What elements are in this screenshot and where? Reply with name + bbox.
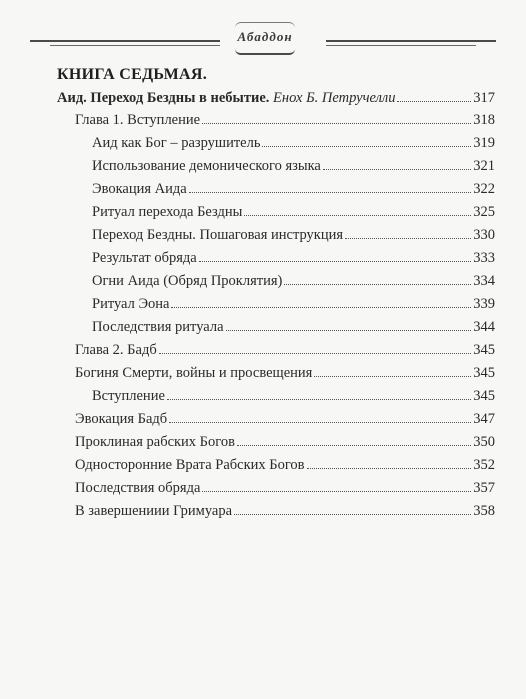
header-rule-right [326,40,496,42]
toc-entry-page: 319 [473,135,495,151]
toc-entry-label: Односторонние Врата Рабских Богов [75,457,305,473]
toc-leader-dots [237,445,471,446]
toc-entry[interactable] [75,501,495,521]
header-rule-right-thin [326,45,476,46]
toc-entry-label: Последствия ритуала [92,319,224,335]
toc-leader-dots [202,123,471,124]
toc-leader-dots [323,169,471,170]
toc-entry-page: 352 [473,457,495,473]
toc-entry-page: 350 [473,434,495,450]
toc-leader-dots [189,192,472,193]
toc-entry[interactable] [92,317,495,337]
toc-entry-page: 339 [473,296,495,312]
toc-entry-page: 317 [473,90,495,106]
toc-entry-page: 318 [473,112,495,128]
toc-entry[interactable] [75,478,495,498]
toc-leader-dots [345,238,471,239]
header-rule-left [30,40,220,42]
toc-entry-label: Богиня Смерти, войны и просвещения [75,365,313,381]
toc-entry[interactable] [92,271,495,291]
toc-leader-dots [262,146,471,147]
toc-leader-dots [314,376,471,377]
page-header [30,14,496,50]
toc-entry-label: Результат обряда [92,250,197,266]
toc-entry-page: 325 [473,204,495,220]
toc-entry-label: Глава 1. Вступление [75,112,201,128]
toc-leader-dots [307,468,472,469]
toc-entry-label: Аид. Переход Бездны в небытие. Енох Б. Петручелли [57,90,396,106]
toc-entry-page: 347 [473,411,495,427]
toc-entry-label: Последствия обряда [75,480,201,496]
toc-entry-page: 321 [473,158,495,174]
toc-entry-label: Ритуал Эона [92,296,170,312]
toc-leader-dots [167,399,471,400]
toc-entry-label: Вступление [92,388,165,404]
toc-leader-dots [226,330,472,331]
toc-entry-part[interactable] [57,88,495,108]
toc-entry-page: 345 [473,342,495,358]
toc-leader-dots [234,514,471,515]
toc-entry-label: В завершениии Гримуара [75,503,233,519]
toc-entry-page: 344 [473,319,495,335]
toc-leader-dots [284,284,471,285]
toc-leader-dots [171,307,471,308]
toc-entry-page: 334 [473,273,495,289]
toc-entry[interactable] [92,294,495,314]
toc-leader-dots [397,101,471,102]
toc-entry-chapter[interactable] [75,340,495,360]
toc-entry-page: 333 [473,250,495,266]
toc-entry-label: Аид как Бог – разрушитель [92,135,261,151]
toc-leader-dots [169,422,471,423]
toc-entry-page: 322 [473,181,495,197]
toc-leader-dots [202,491,471,492]
toc-entry-label: Использование демонического языка [92,158,321,174]
toc-entry[interactable] [75,455,495,475]
toc-entry-page: 330 [473,227,495,243]
toc-entry-page: 345 [473,388,495,404]
toc-leader-dots [159,353,472,354]
toc-entry-label: Огни Аида (Обряд Проклятия) [92,273,283,289]
toc-entry-label: Проклиная рабских Богов [75,434,235,450]
toc-entry-label: Переход Бездны. Пошаговая инструкция [92,227,344,243]
toc-entry-label: Глава 2. Бадб [75,342,157,358]
toc-entry-chapter[interactable] [75,110,495,130]
toc-entry-page: 358 [473,503,495,519]
header-emblem: Абаддон [235,22,295,55]
toc-entry[interactable] [92,386,495,406]
toc-entry-label: Ритуал перехода Бездны [92,204,243,220]
toc-entry[interactable] [92,225,495,245]
toc-entry-author: Енох Б. Петручелли [273,90,396,106]
toc-entry[interactable] [92,202,495,222]
toc-entry[interactable] [92,156,495,176]
toc-entry-page: 345 [473,365,495,381]
toc-entry[interactable] [92,133,495,153]
toc-entry[interactable] [75,409,495,429]
toc-entry-label: Эвокация Бадб [75,411,168,427]
toc-entry[interactable] [92,179,495,199]
toc-leader-dots [199,261,472,262]
toc-entry[interactable] [75,432,495,452]
toc-entry[interactable] [92,248,495,268]
book-title: КНИГА СЕДЬМАЯ. [57,66,208,83]
toc-entry-page: 357 [473,480,495,496]
toc-leader-dots [244,215,471,216]
toc-entry-label: Эвокация Аида [92,181,187,197]
toc-entry[interactable] [75,363,495,383]
header-rule-left-thin [50,45,220,46]
